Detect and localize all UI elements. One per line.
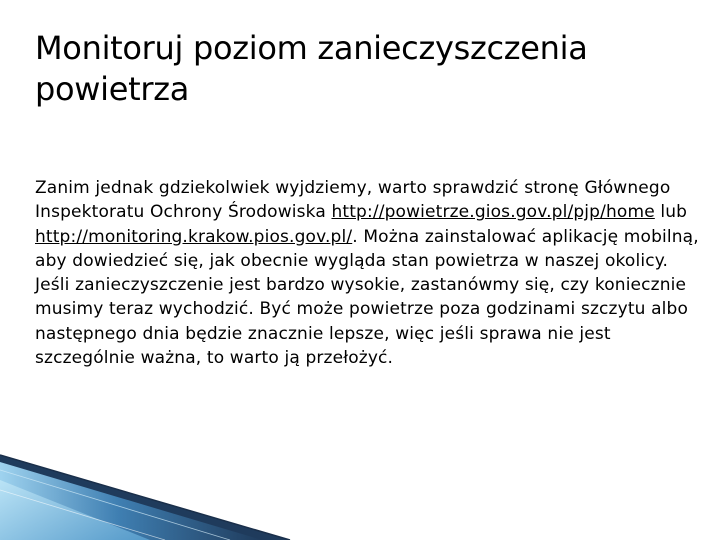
- corner-shape-light: [0, 480, 150, 540]
- corner-shape-gradient: [0, 462, 262, 540]
- corner-stripe-2: [0, 470, 230, 540]
- title-line-1: Monitoruj poziom zanieczyszczenia: [35, 29, 588, 67]
- title-line-2: powietrza: [35, 69, 190, 108]
- body-text-part-2: lub: [654, 202, 688, 223]
- body-text-part-1: Zanim jednak gdziekolwiek wyjdziemy, warto sprawdzić stronę Głównego Inspektoratu Ochrony Środowiska: [35, 178, 671, 223]
- corner-shape-dark: [0, 455, 290, 540]
- corner-stripe-1: [0, 455, 290, 540]
- gios-link[interactable]: http://powietrze.gios.gov.pl/pjp/home: [331, 202, 655, 223]
- body-text-part-3: . Można zainstalować aplikację mobilną, aby dowiedzieć się, jak obecnie wygląda stan powietrza w naszej okolicy. Jeśli zanieczyszczenie jest bardzo wysokie, zastanówmy się, czy koniecznie musimy teraz wychodzić. Być może powietrze poza godzinami szczytu albo następnego dnia będzie znacznie lepsze, więc jeśli sprawa nie jest szczególnie ważna, to warto ją przełożyć.: [35, 226, 699, 369]
- corner-stripe-3: [0, 490, 165, 540]
- krakow-pios-link[interactable]: http://monitoring.krakow.pios.gov.pl/: [35, 226, 353, 247]
- slide-title: [35, 28, 695, 110]
- body-paragraph: [35, 176, 705, 370]
